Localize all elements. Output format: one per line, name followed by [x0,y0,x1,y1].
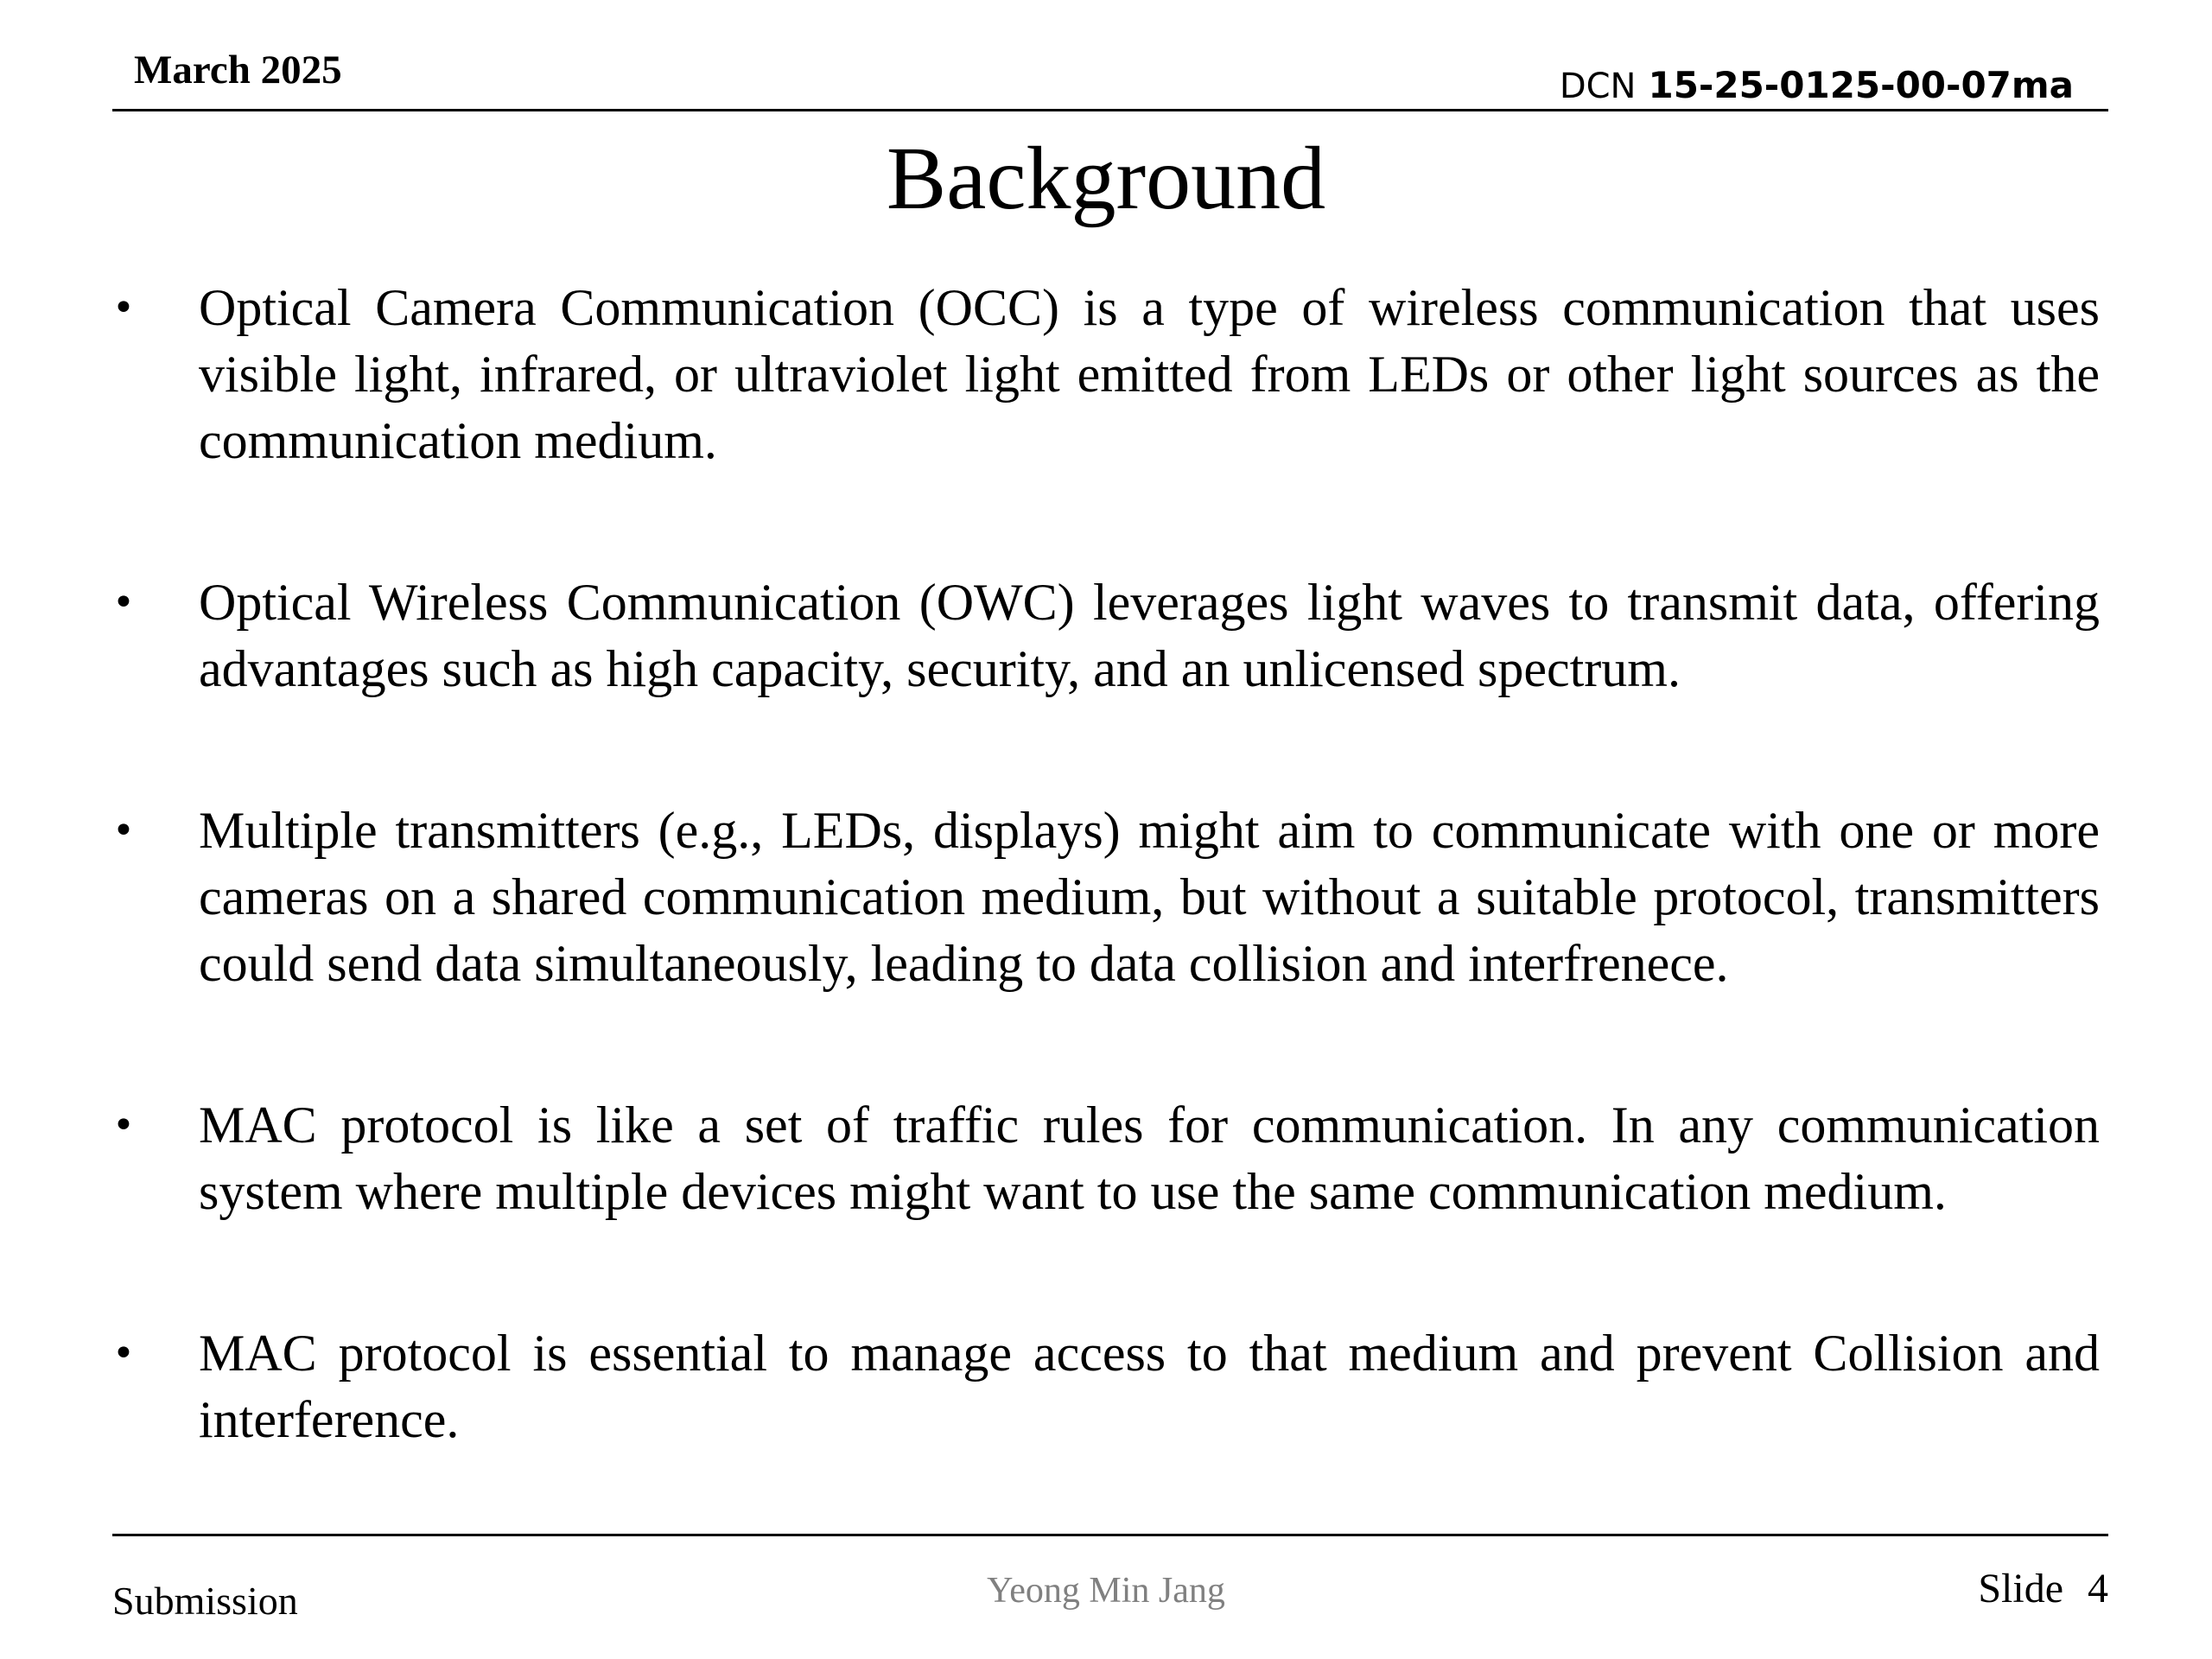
bullet-icon: • [112,286,135,330]
bullet-item [112,569,2100,702]
header-divider [112,109,2108,111]
bullet-item [112,275,2100,474]
bullet-icon: • [112,581,135,625]
slide-number: 4 [2088,1566,2108,1611]
bullet-text: Multiple transmitters (e.g., LEDs, displays) might aim to communicate with one or more cameras on a shared communication medium, but without a suitable protocol, transmitters could send data simultaneously, leading to data collision and interfrenece. [199,802,2100,992]
dcn-number: 15-25-0125-00-07ma [1648,64,2074,106]
bullet-icon: • [112,1332,135,1376]
dcn-label: DCN [1559,67,1637,106]
slide-label: Slide [1978,1566,2063,1611]
footer-submission: Submission [112,1579,298,1623]
bullet-text: Optical Camera Communication (OCC) is a type of wireless communication that uses visible light, infrared, or ultraviolet light emitted from LEDs or other light sources as the communication medium. [199,279,2100,469]
footer-slide-indicator [1978,1568,2108,1610]
bullet-icon: • [112,1103,135,1147]
footer-author: Yeong Min Jang [987,1571,1225,1611]
bullet-item [112,1092,2100,1225]
footer-divider [112,1534,2108,1536]
slide-title: Background [886,129,1326,228]
bullet-item [112,798,2100,997]
bullet-list [112,275,2100,1453]
bullet-text: MAC protocol is like a set of traffic rules for communication. In any communication system where multiple devices might want to use the same communication medium. [199,1096,2100,1220]
bullet-item [112,1320,2100,1453]
bullet-icon: • [112,809,135,853]
bullet-text: Optical Wireless Communication (OWC) leverages light waves to transmit data, offering advantages such as high capacity, security, and an unlicensed spectrum. [199,574,2100,697]
bullet-text: MAC protocol is essential to manage access to that medium and prevent Collision and interference. [199,1325,2100,1448]
header-dcn [1559,64,2074,106]
header-date: March 2025 [134,48,342,92]
